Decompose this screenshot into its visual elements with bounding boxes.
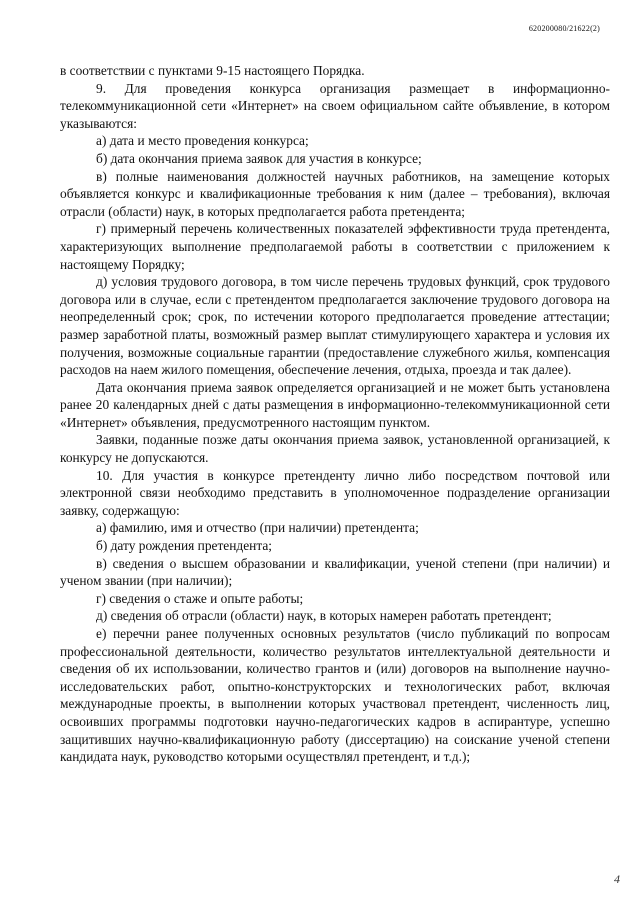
paragraph-item-9v: в) полные наименования должностей научных работников, на замещение которых объявляется конкурс и квалификационные требования к ним (далее – требования), включая отрасли (области) наук, в которых предполагается работа претендента; — [60, 168, 610, 219]
paragraph-deadline: Дата окончания приема заявок определяется организацией и не может быть установлена ранее 20 календарных дней с даты размещения в информационно-телекоммуникационной сети «Интернет» объявления, предусмотренного настоящим пунктом. — [60, 379, 610, 430]
paragraph-item-10b: б) дату рождения претендента; — [96, 538, 273, 554]
page-number-mark: 4 — [614, 872, 620, 886]
paragraph-continuation: в соответствии с пунктами 9-15 настоящего Порядка. — [60, 63, 365, 78]
paragraph-item-9b: б) дата окончания приема заявок для участия в конкурсе; — [96, 150, 422, 166]
paragraph-item-10a: а) фамилию, имя и отчество (при наличии) претендента; — [96, 520, 419, 536]
paragraph-item-10g: г) сведения о стаже и опыте работы; — [96, 590, 304, 606]
paragraph-late-applications: Заявки, поданные позже даты окончания приема заявок, установленной организацией, к конкурсу не допускаются. — [60, 432, 610, 466]
paragraph-item-10e: е) перечни ранее полученных основных результатов (число публикаций по вопросам профессиональной деятельности, количество результатов интеллектуальной деятельности и сведения об их использовании, количество грантов и (или) договоров на выполнение научно-исследовательских работ, опытно-конструкторских и технологических работ, включая международные проекты, в выполнении которых участвовал претендент, численность лиц, освоивших программы подготовки научно-педагогических кадров в аспирантуре, успешно защитивших научно-квалификационную работу (диссертацию) на соискание ученой степени кандидата наук, руководство которыми осуществлял претендент, и т.д.); — [60, 626, 610, 765]
paragraph-item-10: 10. Для участия в конкурсе претенденту лично либо посредством почтовой или электронной связи необходимо представить в уполномоченное подразделение организации заявку, содержащую: — [60, 467, 610, 518]
paragraph-item-9d: д) условия трудового договора, в том числе перечень трудовых функций, срок трудового договора или в случае, если с претендентом предполагается заключение трудового договора на неопределенный срок; срок, по истечении которого предполагается проведение аттестации; размер заработной платы, возможный размер выплат стимулирующего характера и условия их получения, возможные социальные гарантии (предоставление служебного жилья, компенсация расходов на наем жилого помещения, обеспечение лечения, отдыха, проезда и так далее). — [60, 274, 610, 378]
paragraph-item-9a: а) дата и место проведения конкурса; — [96, 133, 309, 149]
paragraph-item-9g: г) примерный перечень количественных показателей эффективности труда претендента, характеризующих выполнение предполагаемой работы в соответствии с приложением к настоящему Порядку; — [60, 221, 610, 272]
paragraph-item-10v: в) сведения о высшем образовании и квалификации, ученой степени (при наличии) и ученом звании (при наличии); — [60, 555, 610, 589]
document-number: 620200080/21622(2) — [528, 24, 600, 33]
paragraph-item-10d: д) сведения об отрасли (области) наук, в которых намерен работать претендент; — [96, 608, 552, 624]
paragraph-item-9: 9. Для проведения конкурса организация размещает в информационно-телекоммуникационной сети «Интернет» на своем официальном сайте объявление, в котором указываются: — [60, 80, 610, 131]
document-body — [60, 62, 610, 766]
